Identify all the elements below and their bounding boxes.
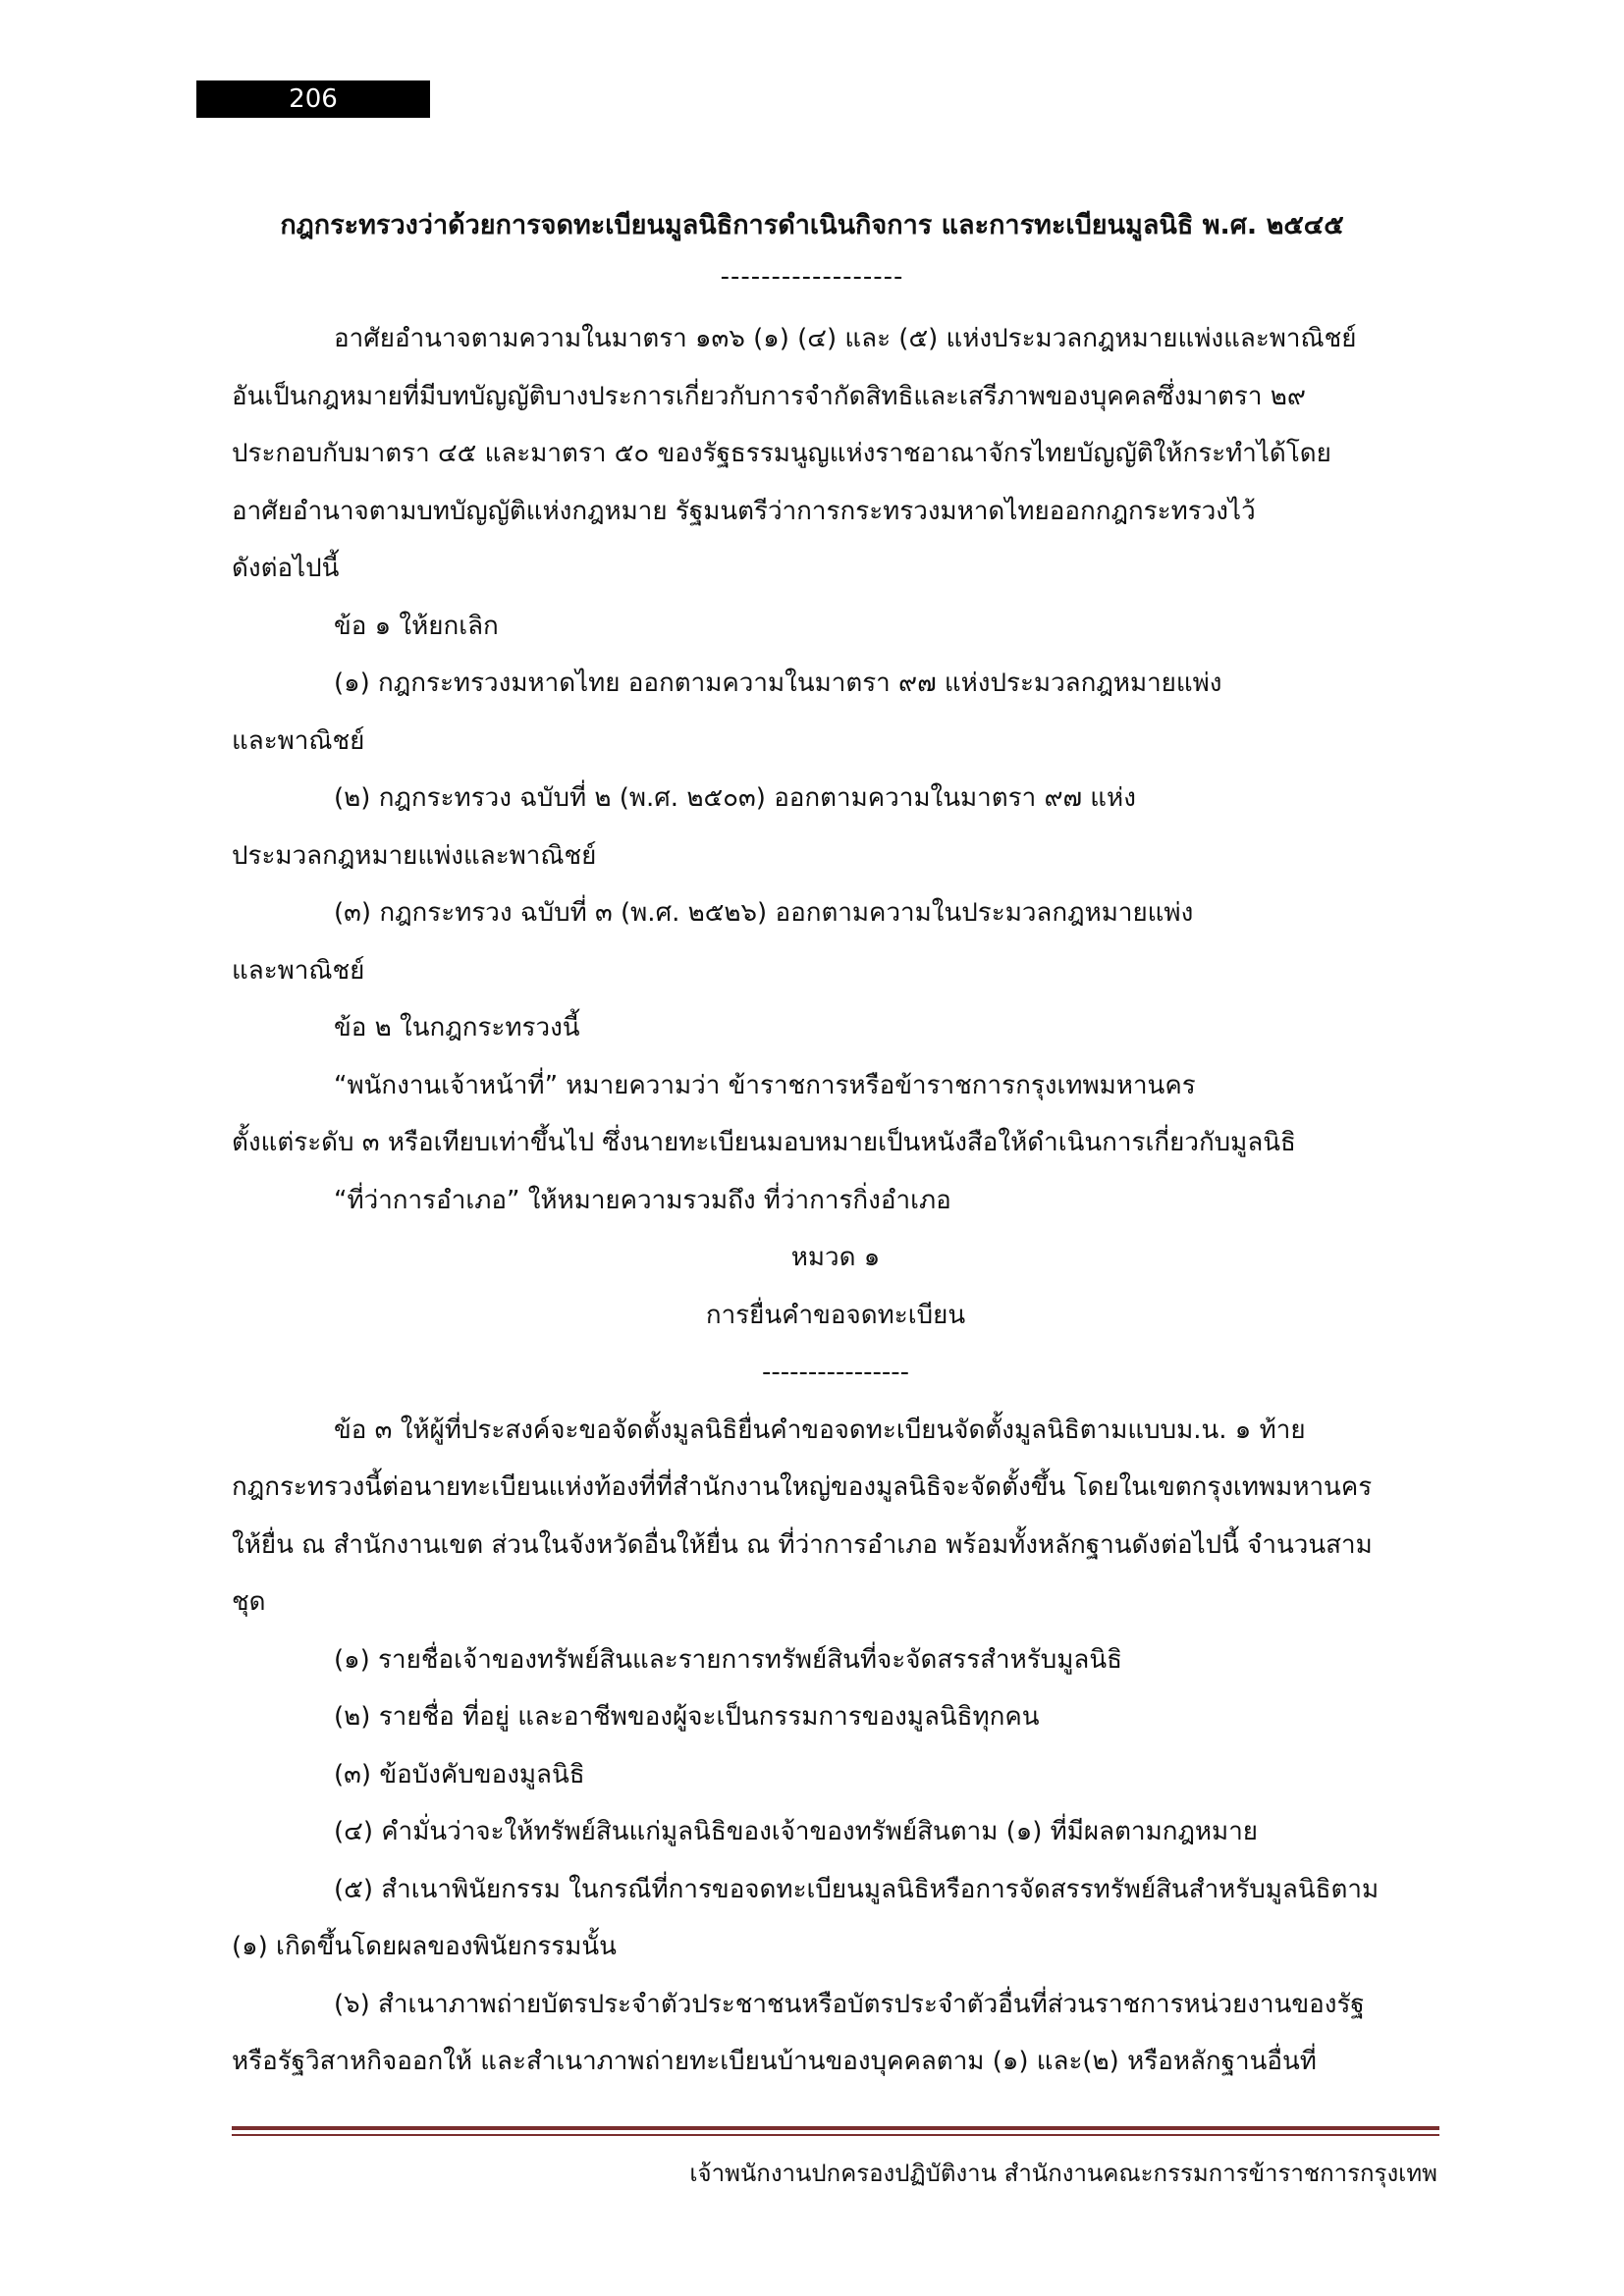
paragraph-line: (๑) กฎกระทรวงมหาดไทย ออกตามความในมาตรา ๙๗ แห่งประมวลกฎหมายแพ่ง bbox=[334, 668, 1222, 698]
list-item: (๖) สำเนาภาพถ่ายบัตรประจำตัวประชาชนหรือบัตรประจำตัวอื่นที่ส่วนราชการหน่วยงานของรัฐ bbox=[334, 1989, 1365, 2019]
list-item: (๒) รายชื่อ ที่อยู่ และอาชีพของผู้จะเป็นกรรมการของมูลนิธิทุกคน bbox=[334, 1702, 1040, 1732]
paragraph-line: ชุด bbox=[232, 1587, 266, 1617]
document-body bbox=[232, 310, 1439, 2091]
title-separator: ------------------ bbox=[720, 262, 904, 292]
paragraph-line: อาศัยอำนาจตามความในมาตรา ๑๓๖ (๑) (๔) และ (๕) แห่งประมวลกฎหมายแพ่งและพาณิชย์ bbox=[334, 324, 1357, 353]
paragraph-line: ดังต่อไปนี้ bbox=[232, 554, 340, 583]
list-item: (๑) รายชื่อเจ้าของทรัพย์สินและรายการทรัพย์สินที่จะจัดสรรสำหรับมูลนิธิ bbox=[334, 1644, 1122, 1675]
document-title: กฎกระทรวงว่าด้วยการจดทะเบียนมูลนิธิการดำเนินกิจการ และการทะเบียนมูลนิธิ พ.ศ. ๒๕๔๕ bbox=[280, 210, 1344, 240]
chapter-separator: ---------------- bbox=[761, 1358, 910, 1387]
paragraph-line: (๒) กฎกระทรวง ฉบับที่ ๒ (พ.ศ. ๒๕๐๓) ออกตามความในมาตรา ๙๗ แห่ง bbox=[334, 783, 1136, 813]
clause-heading: ข้อ ๑ ให้ยกเลิก bbox=[334, 611, 499, 641]
paragraph-line: (๑) เกิดขึ้นโดยผลของพินัยกรรมนั้น bbox=[232, 1932, 617, 1961]
paragraph-line: ตั้งแต่ระดับ ๓ หรือเทียบเท่าขึ้นไป ซึ่งนายทะเบียนมอบหมายเป็นหนังสือให้ดำเนินการเกี่ยวกับมูลนิธิ bbox=[232, 1128, 1296, 1157]
paragraph-line: กฎกระทรวงนี้ต่อนายทะเบียนแห่งท้องที่ที่สำนักงานใหญ่ของมูลนิธิจะจัดตั้งขึ้น โดยในเขตกรุงเทพมหานคร bbox=[232, 1472, 1373, 1502]
list-item: (๔) คำมั่นว่าจะให้ทรัพย์สินแก่มูลนิธิของเจ้าของทรัพย์สินตาม (๑) ที่มีผลตามกฎหมาย bbox=[334, 1817, 1259, 1846]
definition-line: “พนักงานเจ้าหน้าที่” หมายความว่า ข้าราชการหรือข้าราชการกรุงเทพมหานคร bbox=[334, 1070, 1196, 1100]
paragraph-line: อันเป็นกฎหมายที่มีบทบัญญัติบางประการเกี่ยวกับการจำกัดสิทธิและเสรีภาพของบุคคลซึ่งมาตรา ๒๙ bbox=[232, 381, 1306, 411]
paragraph-line: หรือรัฐวิสาหกิจออกให้ และสำเนาภาพถ่ายทะเบียนบ้านของบุคคลตาม (๑) และ(๒) หรือหลักฐานอื่นที่ bbox=[232, 2047, 1317, 2076]
list-item: (๕) สำเนาพินัยกรรม ในกรณีที่การขอจดทะเบียนมูลนิธิหรือการจัดสรรทรัพย์สินสำหรับมูลนิธิตาม bbox=[334, 1874, 1380, 1904]
paragraph-line: ประกอบกับมาตรา ๔๕ และมาตรา ๕๐ ของรัฐธรรมนูญแห่งราชอาณาจักรไทยบัญญัติให้กระทำได้โดย bbox=[232, 439, 1331, 468]
list-item: (๓) ข้อบังคับของมูลนิธิ bbox=[334, 1759, 585, 1789]
chapter-number: หมวด ๑ bbox=[790, 1243, 881, 1272]
clause-heading: ข้อ ๒ ในกฎกระทรวงนี้ bbox=[334, 1013, 580, 1042]
clause-heading: ข้อ ๓ ให้ผู้ที่ประสงค์จะขอจัดตั้งมูลนิธิยื่นคำขอจดทะเบียนจัดตั้งมูลนิธิตามแบบม.น. ๑ ท้าย bbox=[334, 1415, 1306, 1445]
paragraph-line: และพาณิชย์ bbox=[232, 955, 365, 986]
paragraph-line: และพาณิชย์ bbox=[232, 725, 365, 756]
paragraph-line: ให้ยื่น ณ สำนักงานเขต ส่วนในจังหวัดอื่นให้ยื่น ณ ที่ว่าการอำเภอ พร้อมทั้งหลักฐานดังต่อไปนี้ จำนวนสาม bbox=[232, 1529, 1373, 1560]
paragraph-line: อาศัยอำนาจตามบทบัญญัติแห่งกฎหมาย รัฐมนตรีว่าการกระทรวงมหาดไทยออกกฎกระทรวงไว้ bbox=[232, 496, 1256, 526]
footer-text: เจ้าพนักงานปกครองปฏิบัติงาน สำนักงานคณะกรรมการข้าราชการกรุงเทพ bbox=[689, 2160, 1437, 2187]
footer-rule-thick bbox=[232, 2126, 1439, 2130]
chapter-title: การยื่นคำขอจดทะเบียน bbox=[705, 1300, 966, 1330]
definition-line: “ที่ว่าการอำเภอ” ให้หมายความรวมถึง ที่ว่าการกิ่งอำเภอ bbox=[334, 1185, 951, 1215]
footer-rule-thin bbox=[232, 2134, 1439, 2136]
page-number: 206 bbox=[196, 80, 430, 118]
paragraph-line: (๓) กฎกระทรวง ฉบับที่ ๓ (พ.ศ. ๒๕๒๖) ออกตามความในประมวลกฎหมายแพ่ง bbox=[334, 898, 1194, 928]
paragraph-line: ประมวลกฎหมายแพ่งและพาณิชย์ bbox=[232, 840, 597, 871]
